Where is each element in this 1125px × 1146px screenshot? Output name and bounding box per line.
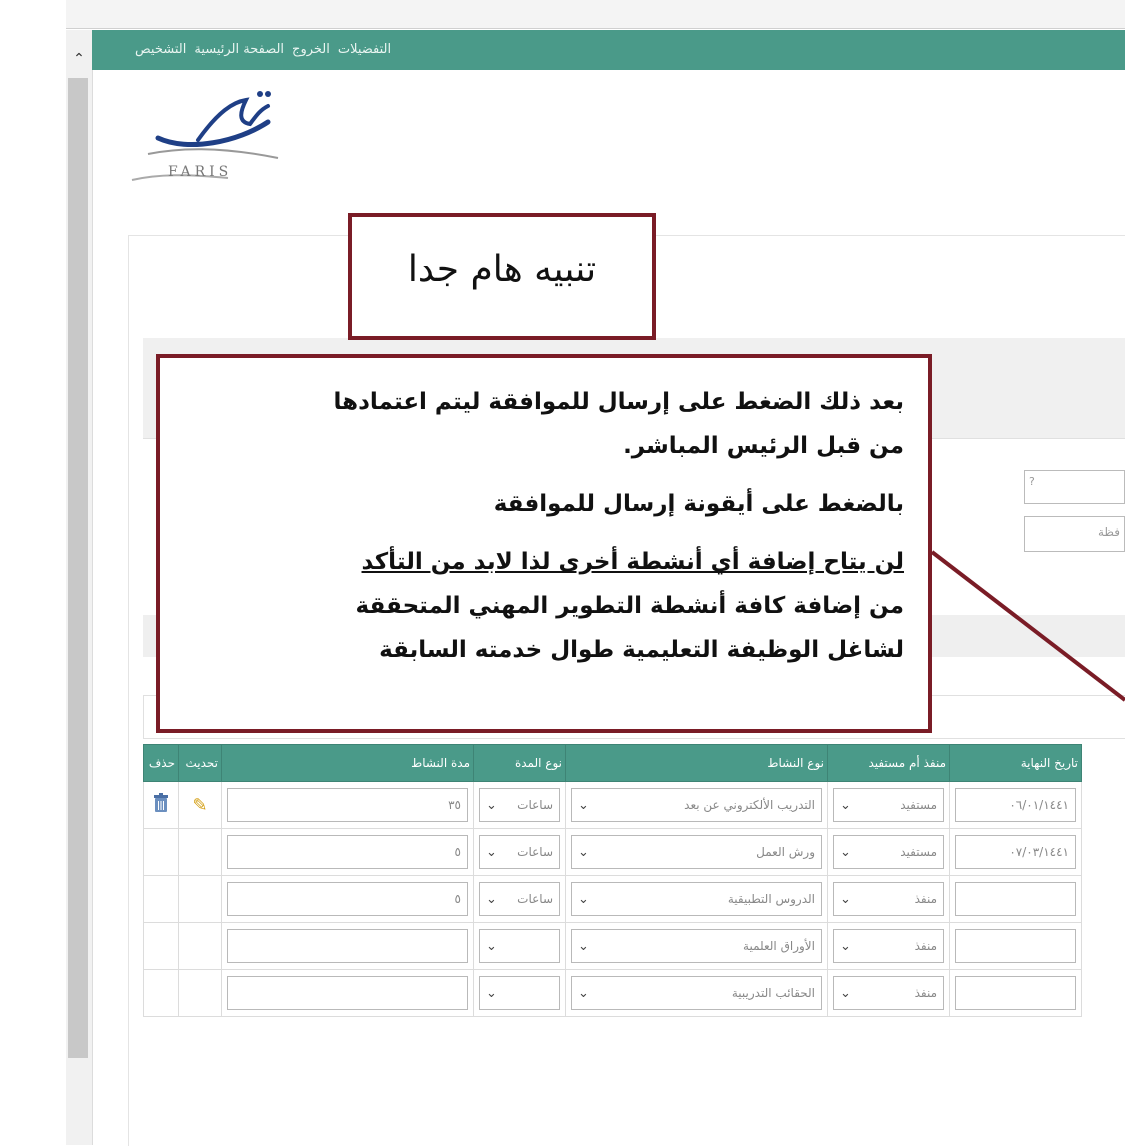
cell-executor — [828, 970, 950, 1017]
duration-type-select[interactable] — [479, 929, 560, 963]
activity-type-select[interactable] — [571, 882, 822, 916]
warning-line-3: بالضغط على أيقونة إرسال للموافقة — [493, 491, 904, 517]
col-activity-type: نوع النشاط — [566, 745, 828, 782]
col-delete: حذف — [144, 745, 179, 782]
executor-value: مستفيد — [900, 845, 937, 859]
warning-line-4: لن يتاح إضافة أي أنشطة أخرى لذا لابد من التأكد — [361, 549, 904, 575]
end-date-field[interactable] — [955, 976, 1076, 1010]
cell-activity-type — [566, 782, 828, 829]
end-date-field[interactable] — [955, 929, 1076, 963]
chevron-down-icon: ⌄ — [486, 938, 497, 954]
cell-end-date — [950, 876, 1082, 923]
chevron-down-icon: ⌄ — [578, 891, 589, 907]
nav-diagnosis[interactable]: التشخيص — [135, 42, 187, 57]
side-input-top[interactable]: ? — [1024, 470, 1125, 504]
warning-line-5: من إضافة كافة أنشطة التطوير المهني المتحققة — [355, 593, 904, 619]
chevron-down-icon: ⌄ — [578, 797, 589, 813]
duration-type-select[interactable] — [479, 788, 560, 822]
activity-type-value: التدريب الألكتروني عن بعد — [684, 798, 815, 812]
table-row — [144, 876, 1082, 923]
cell-end-date — [950, 970, 1082, 1017]
cell-duration — [222, 923, 474, 970]
cell-delete — [144, 876, 179, 923]
table-header-row — [144, 745, 1082, 782]
cell-end-date — [950, 923, 1082, 970]
pencil-icon[interactable]: ✎ — [192, 794, 208, 816]
activity-type-value: الدروس التطبيقية — [727, 892, 815, 906]
warning-message-box — [156, 354, 932, 733]
chevron-down-icon: ⌄ — [840, 844, 851, 860]
chevron-down-icon: ⌄ — [840, 891, 851, 907]
nav-logout[interactable]: الخروج — [292, 42, 330, 57]
duration-type-select[interactable] — [479, 976, 560, 1010]
table-row — [144, 970, 1082, 1017]
cell-update — [179, 970, 222, 1017]
warning-line-2: من قبل الرئيس المباشر. — [623, 433, 904, 459]
cell-update — [179, 876, 222, 923]
nav-preferences[interactable]: التفضيلات — [337, 42, 392, 57]
duration-field[interactable]: ٣٥ — [227, 788, 468, 822]
activity-type-select[interactable] — [571, 835, 822, 869]
left-margin — [0, 0, 66, 1145]
chevron-down-icon: ⌄ — [486, 891, 497, 907]
activity-type-select[interactable] — [571, 929, 822, 963]
executor-select[interactable] — [833, 976, 944, 1010]
activity-type-select[interactable] — [571, 788, 822, 822]
cell-duration — [222, 970, 474, 1017]
duration-field[interactable] — [227, 976, 468, 1010]
duration-type-value: ساعات — [517, 845, 553, 859]
table-row — [144, 829, 1082, 876]
executor-select[interactable] — [833, 882, 944, 916]
col-end-date: تاريخ النهاية — [950, 745, 1082, 782]
duration-type-select[interactable] — [479, 882, 560, 916]
warning-title-box — [348, 213, 656, 340]
cell-delete — [144, 970, 179, 1017]
cell-executor — [828, 876, 950, 923]
chevron-down-icon: ⌄ — [840, 797, 851, 813]
cell-delete — [144, 782, 179, 829]
cell-activity-type — [566, 923, 828, 970]
chevron-down-icon: ⌄ — [578, 844, 589, 860]
warning-line-1: بعد ذلك الضغط على إرسال للموافقة ليتم اعتمادها — [333, 389, 904, 415]
chevron-down-icon: ⌄ — [486, 797, 497, 813]
executor-value: مستفيد — [900, 798, 937, 812]
cell-duration — [222, 876, 474, 923]
duration-field[interactable]: ٥ — [227, 882, 468, 916]
cell-duration — [222, 829, 474, 876]
duration-type-value: ساعات — [517, 892, 553, 906]
duration-type-select[interactable] — [479, 835, 560, 869]
scroll-up-icon[interactable]: ⌃ — [73, 51, 85, 67]
cell-activity-type — [566, 876, 828, 923]
chevron-down-icon: ⌄ — [840, 985, 851, 1001]
executor-select[interactable] — [833, 835, 944, 869]
duration-field[interactable]: ٥ — [227, 835, 468, 869]
chevron-down-icon: ⌄ — [578, 938, 589, 954]
col-duration: مدة النشاط — [222, 745, 474, 782]
end-date-field[interactable]: ٠٧/٠٣/١٤٤١ — [955, 835, 1076, 869]
cell-activity-type — [566, 970, 828, 1017]
browser-top-strip — [0, 0, 1125, 29]
col-duration-type: نوع المدة — [474, 745, 566, 782]
cell-update — [179, 829, 222, 876]
end-date-field[interactable]: ٠٦/٠١/١٤٤١ — [955, 788, 1076, 822]
nav-links — [135, 42, 391, 57]
faris-logo-text: FARIS — [168, 164, 233, 180]
cell-end-date — [950, 829, 1082, 876]
activity-type-select[interactable] — [571, 976, 822, 1010]
cell-end-date — [950, 782, 1082, 829]
activities-table — [143, 744, 1082, 1017]
cell-executor — [828, 782, 950, 829]
table-row — [144, 923, 1082, 970]
executor-value: منفذ — [914, 939, 937, 953]
scrollbar-thumb[interactable] — [68, 78, 88, 1058]
warning-line-6: لشاغل الوظيفة التعليمية طوال خدمته السابقة — [379, 637, 904, 663]
duration-type-value: ساعات — [517, 798, 553, 812]
cell-duration-type — [474, 970, 566, 1017]
executor-select[interactable] — [833, 929, 944, 963]
activity-type-value: ورش العمل — [756, 845, 815, 859]
executor-value: منفذ — [914, 986, 937, 1000]
side-input-bottom[interactable]: فظة — [1024, 516, 1125, 552]
activity-type-value: الحقائب التدريبية — [731, 986, 815, 1000]
chevron-down-icon: ⌄ — [486, 985, 497, 1001]
table-row — [144, 782, 1082, 829]
cell-update — [179, 923, 222, 970]
cell-delete — [144, 923, 179, 970]
cell-executor — [828, 923, 950, 970]
chevron-down-icon: ⌄ — [840, 938, 851, 954]
cell-duration — [222, 782, 474, 829]
cell-delete — [144, 829, 179, 876]
cell-duration-type — [474, 923, 566, 970]
col-update: تحديث — [179, 745, 222, 782]
cell-duration-type — [474, 876, 566, 923]
cell-update — [179, 782, 222, 829]
chevron-down-icon: ⌄ — [578, 985, 589, 1001]
cell-executor — [828, 829, 950, 876]
nav-home[interactable]: الصفحة الرئيسية — [194, 42, 285, 57]
warning-title: تنبيه هام جدا — [407, 249, 597, 290]
activity-type-value: الأوراق العلمية — [743, 939, 815, 953]
chevron-down-icon: ⌄ — [486, 844, 497, 860]
end-date-field[interactable] — [955, 882, 1076, 916]
col-executor: منفذ أم مستفيد — [828, 745, 950, 782]
duration-field[interactable] — [227, 929, 468, 963]
cell-activity-type — [566, 829, 828, 876]
cell-duration-type — [474, 782, 566, 829]
executor-value: منفذ — [914, 892, 937, 906]
executor-select[interactable] — [833, 788, 944, 822]
cell-duration-type — [474, 829, 566, 876]
trash-icon[interactable] — [153, 793, 169, 813]
